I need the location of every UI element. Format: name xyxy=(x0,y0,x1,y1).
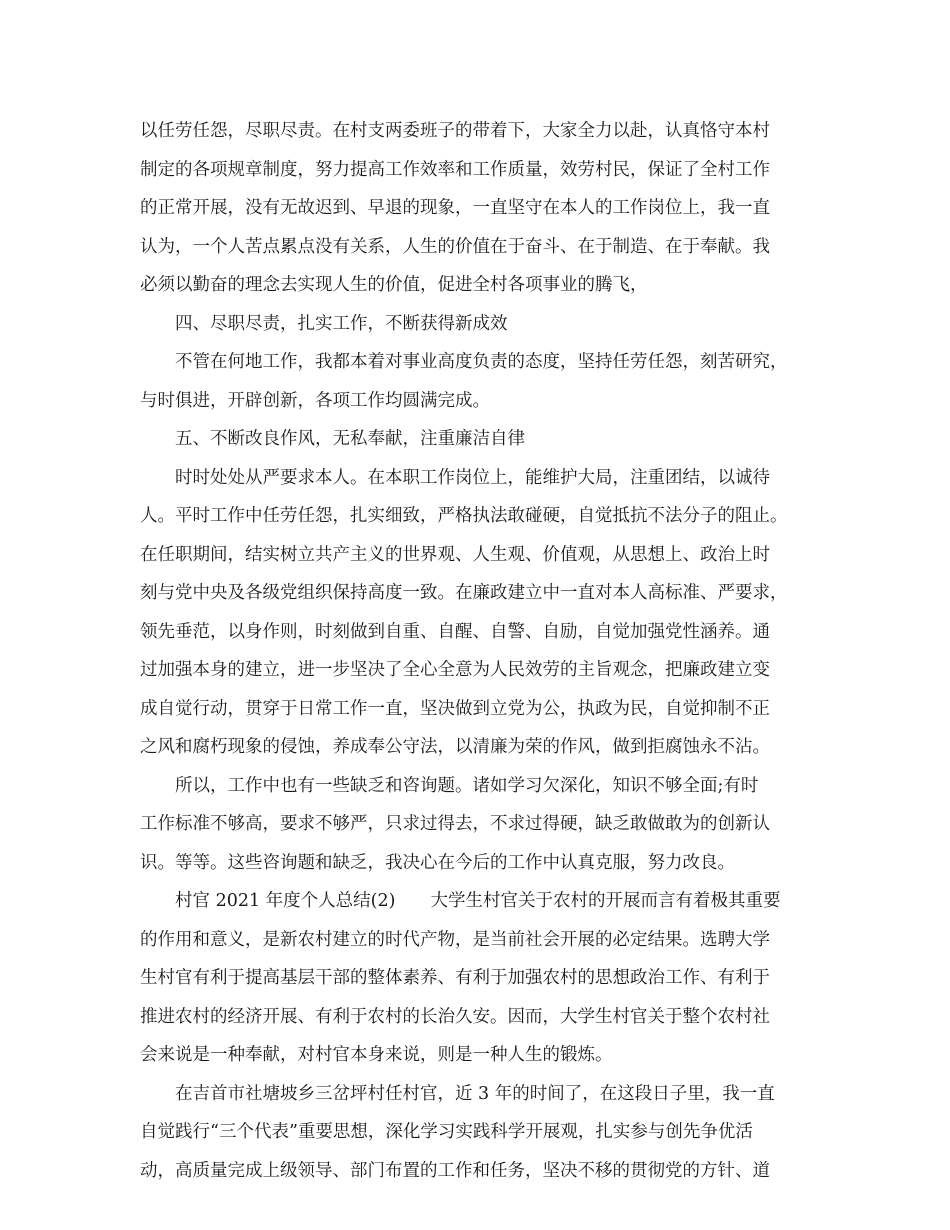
text-line: 刻与党中央及各级党组织保持高度一致。在廉政建立中一直对本人高标准、严要求， xyxy=(140,583,788,603)
text-line: 时时处处从严要求本人。在本职工作岗位上，能维护大局，注重团结，以诚待 xyxy=(175,467,770,488)
text-line: 生村官有利于提高基层干部的整体素养、有利于加强农村的思想政治工作、有利于 xyxy=(140,968,770,988)
text-line: 所以，工作中也有一些缺乏和咨询题。诸如学习欠深化，知识不够全面;有时 xyxy=(175,775,759,796)
text-line: 工作标准不够高，要求不够严，只求过得去，不求过得硬，缺乏敢做敢为的创新认 xyxy=(140,814,770,834)
text-line: 之风和腐朽现象的侵蚀，养成奉公守法，以清廉为荣的作风，做到拒腐蚀永不沾。 xyxy=(140,737,770,757)
text-line: 认为，一个人苦点累点没有关系，人生的价值在于奋斗、在于制造、在于奉献。我 xyxy=(140,236,770,257)
text-line: 不管在何地工作，我都本着对事业高度负责的态度，坚持任劳任怨，刻苦研究， xyxy=(175,352,788,372)
text-line: 与时俱进，开辟创新，各项工作均圆满完成。 xyxy=(140,390,490,411)
text-line: 四、尽职尽责，扎实工作，不断获得新成效 xyxy=(175,313,508,334)
text-line: 村官 2021 年度个人总结(2) 大学生村官关于农村的开展而言有着极其重要 xyxy=(175,891,781,911)
text-line: 识。等等。这些咨询题和缺乏，我决心在今后的工作中认真克服，努力改良。 xyxy=(140,852,735,873)
text-line: 制定的各项规章制度，努力提高工作效率和工作质量，效劳村民，保证了全村工作 xyxy=(140,159,770,180)
text-line: 动，高质量完成上级领导、部门布置的工作和任务，坚决不移的贯彻党的方针、道 xyxy=(140,1160,770,1181)
text-line: 的正常开展，没有无故迟到、早退的现象，一直坚守在本人的工作岗位上，我一直 xyxy=(140,198,770,218)
text-line: 必须以勤奋的理念去实现人生的价值，促进全村各项事业的腾飞， xyxy=(140,275,648,295)
text-line: 成自觉行动，贯穿于日常工作一直，坚决做到立党为公，执政为民，自觉抑制不正 xyxy=(140,698,770,719)
text-line: 领先垂范，以身作则，时刻做到自重、自醒、自警、自励，自觉加强党性涵养。通 xyxy=(140,621,770,642)
text-line: 的作用和意义，是新农村建立的时代产物，是当前社会开展的必定结果。选聘大学 xyxy=(140,929,770,950)
text-line: 过加强本身的建立，进一步坚决了全心全意为人民效劳的主旨观念，把廉政建立变 xyxy=(140,660,770,680)
text-line: 五、不断改良作风，无私奉献，注重廉洁自律 xyxy=(175,429,525,449)
text-line: 以任劳任怨，尽职尽责。在村支两委班子的带着下，大家全力以赴，认真恪守本村 xyxy=(140,121,770,141)
text-line: 自觉践行“三个代表”重要思想，深化学习实践科学开展观，扎实参与创先争优活 xyxy=(140,1122,753,1142)
document-body xyxy=(140,112,826,1190)
text-line: 会来说是一种奉献，对村官本身来说，则是一种人生的锻炼。 xyxy=(140,1045,613,1065)
text-line: 人。平时工作中任劳任怨，扎实细致，严格执法敢碰硬，自觉抵抗不法分子的阻止。 xyxy=(140,506,788,526)
text-line: 在任职期间，结实树立共产主义的世界观、人生观、价值观，从思想上、政治上时 xyxy=(140,544,770,565)
text-line: 推进农村的经济开展、有利于农村的长治久安。因而，大学生村官关于整个农村社 xyxy=(140,1006,770,1027)
text-line: 在吉首市社塘坡乡三岔坪村任村官，近 3 年的时间了，在这段日子里，我一直 xyxy=(175,1083,775,1104)
